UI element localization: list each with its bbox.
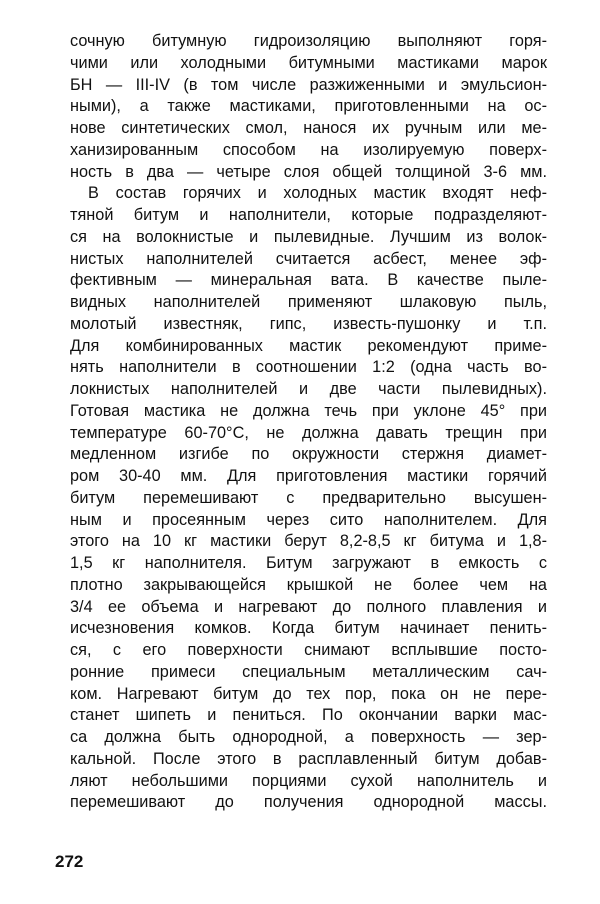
text-line: В состав горячих и холодных мастик входят неф- (88, 184, 547, 203)
text-line: Для комбинированных мастик рекомендуют приме- (70, 336, 547, 355)
text-line: 1,5 кг наполнителя. Битум загружают в емкость с (70, 554, 547, 572)
text-line: БН — III-IV (в том числе разжиженными и эмульсион- (70, 75, 547, 94)
text-line: тяной битум и наполнители, которые подразделяют- (70, 206, 547, 224)
paragraph-2 (70, 183, 547, 814)
text-line: Готовая мастика не должна течь при уклоне 45° при (70, 401, 547, 420)
text-line: медленном изгибе по окружности стержня диамет- (70, 445, 547, 464)
text-line: ся, с его поверхности снимают всплывшие посто- (70, 641, 547, 659)
text-line: фективным — минеральная вата. В качестве пыле- (70, 271, 547, 290)
page-number: 272 (55, 852, 84, 871)
text-line: нистых наполнителей считается асбест, менее эф- (70, 249, 547, 268)
paragraph-1 (70, 31, 547, 183)
text-line: ронние примеси специальным металлическим сач- (70, 662, 547, 681)
text-line: ханизированным способом на изолируемую поверх- (70, 140, 547, 159)
text-line: кальной. После этого в расплавленный битум добав- (70, 749, 547, 768)
text-line: молотый известняк, гипс, известь-пушонку и т.п. (70, 314, 547, 333)
text-line: ным и просеянным через сито наполнителем. Для (70, 510, 547, 529)
text-line: нове синтетических смол, нанося их ручным или ме- (70, 119, 547, 137)
text-line: ляют небольшими порциями сухой наполнитель и (70, 771, 547, 790)
text-line: станет шипеть и пениться. По окончании варки мас- (70, 706, 547, 725)
text-line: чими или холодными битумными мастиками марок (70, 53, 547, 72)
text-line: сочную битумную гидроизоляцию выполняют горя- (70, 32, 547, 50)
text-line: исчезновения комков. Когда битум начинает пенить- (70, 619, 547, 638)
text-line: ными), а также мастиками, приготовленными на ос- (70, 97, 547, 116)
text-line: плотно закрывающейся крышкой не более чем на (70, 575, 547, 594)
text-line: нять наполнители в соотношении 1:2 (одна часть во- (70, 358, 547, 377)
text-line: локнистых наполнителей и две части пылевидных). (70, 380, 547, 398)
text-line: ся на волокнистые и пылевидные. Лучшим из волок- (70, 227, 547, 246)
text-line: ность в два — четыре слоя общей толщиной 3-6 мм. (70, 162, 547, 181)
text-line: 3/4 ее объема и нагревают до полного плавления и (70, 597, 547, 616)
text-line: битум перемешивают с предварительно высушен- (70, 488, 547, 507)
text-line: ром 30-40 мм. Для приготовления мастики горячий (70, 467, 547, 485)
text-line: этого на 10 кг мастики берут 8,2-8,5 кг битума и 1,8- (70, 532, 547, 551)
text-line: са должна быть однородной, а поверхность — зер- (70, 728, 547, 746)
body-text (70, 31, 547, 814)
text-line: видных наполнителей применяют шлаковую пыль, (70, 293, 547, 311)
text-line: ком. Нагревают битум до тех пор, пока он не пере- (70, 684, 547, 703)
text-line: температуре 60-70°С, не должна давать трещин при (70, 423, 547, 442)
text-line: перемешивают до получения однородной массы. (70, 793, 547, 812)
